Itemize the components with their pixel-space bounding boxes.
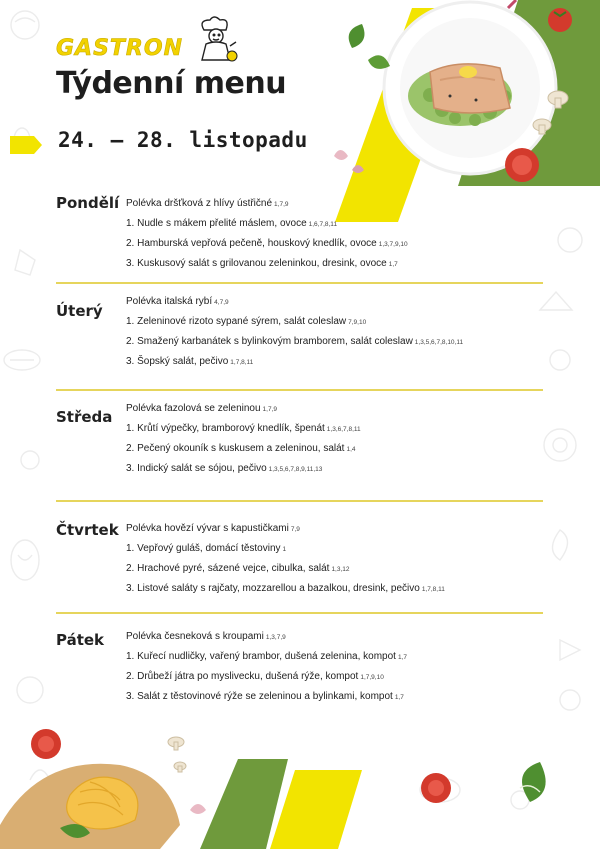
mushroom-icon bbox=[168, 737, 186, 772]
basil-icon bbox=[522, 762, 546, 802]
day-wednesday: Středa bbox=[56, 408, 113, 426]
main-dish: 3. Kuskusový salát s grilovanou zeleninkou, dresink, ovoce 1,7 bbox=[126, 258, 398, 269]
main-dish: 2. Drůbeží játra po myslivecku, dušená rýže, kompot 1,7,9,10 bbox=[126, 671, 384, 682]
chef-icon bbox=[194, 16, 238, 64]
logo[interactable]: GASTRON bbox=[56, 36, 183, 61]
menu-friday bbox=[126, 627, 407, 707]
soup: Polévka hovězí vývar s kapustičkami 7,9 bbox=[126, 523, 300, 534]
main-dish: 1. Krůtí výpečky, bramborový knedlík, špenát 1,3,6,7,8,11 bbox=[126, 423, 361, 434]
divider bbox=[56, 389, 543, 391]
day-thursday: Čtvrtek bbox=[56, 521, 119, 539]
garlic-icon bbox=[190, 804, 206, 814]
divider bbox=[56, 282, 543, 284]
main-dish: 2. Pečený okouník s kuskusem a zeleninou, salát 1,4 bbox=[126, 443, 356, 454]
page-title: Týdenní menu bbox=[56, 66, 287, 101]
main-dish: 3. Salát z těstovinové rýže se zeleninou a bylinkami, kompot 1,7 bbox=[126, 691, 404, 702]
divider bbox=[56, 500, 543, 502]
tomato-icon bbox=[548, 8, 572, 32]
main-dish: 3. Šopský salát, pečivo 1,7,8,11 bbox=[126, 356, 254, 367]
menu-tuesday bbox=[126, 292, 463, 372]
soup: Polévka dršťková z hlívy ústřičné 1,7,9 bbox=[126, 198, 289, 209]
date-range: 24. – 28. listopadu bbox=[58, 128, 308, 152]
day-tuesday: Úterý bbox=[56, 302, 103, 320]
main-dish: 2. Smažený karbanátek s bylinkovým bramborem, salát coleslaw 1,3,5,6,7,8,10,11 bbox=[126, 336, 464, 347]
decor-bottom bbox=[0, 700, 600, 849]
menu-thursday bbox=[126, 519, 445, 599]
day-monday: Pondělí bbox=[56, 194, 120, 212]
soup: Polévka česneková s kroupami 1,3,7,9 bbox=[126, 631, 286, 642]
main-dish: 1. Vepřový guláš, domácí těstoviny 1 bbox=[126, 543, 287, 554]
main-dish: 2. Hamburská vepřová pečeně, houskový knedlík, ovoce 1,3,7,9,10 bbox=[126, 238, 408, 249]
main-dish: 2. Hrachové pyré, sázené vejce, cibulka, salát 1,3,12 bbox=[126, 563, 350, 574]
soup: Polévka fazolová se zeleninou 1,7,9 bbox=[126, 403, 277, 414]
main-dish: 1. Kuřecí nudličky, vařený brambor, dušená zelenina, kompot 1,7 bbox=[126, 651, 408, 662]
garlic-icon bbox=[334, 150, 348, 160]
yellow-stripe bbox=[270, 770, 362, 849]
day-friday: Pátek bbox=[56, 631, 105, 649]
divider bbox=[56, 612, 543, 614]
menu-monday bbox=[126, 194, 408, 274]
basil-icon bbox=[349, 24, 365, 48]
main-dish: 3. Listové saláty s rajčaty, mozzarellou a bazalkou, dresink, pečivo 1,7,8,11 bbox=[126, 583, 445, 594]
menu-wednesday bbox=[126, 399, 361, 479]
main-dish: 1. Zeleninové rizoto sypané sýrem, salát coleslaw 7,9,10 bbox=[126, 316, 367, 327]
soup: Polévka italská rybí 4,7,9 bbox=[126, 296, 229, 307]
date-arrow-icon bbox=[10, 134, 44, 156]
main-dish: 3. Indický salát se sójou, pečivo 1,3,5,6,7,8,9,11,13 bbox=[126, 463, 323, 474]
main-dish: 1. Nudle s mákem přelité máslem, ovoce 1,6,7,8,11 bbox=[126, 218, 338, 229]
